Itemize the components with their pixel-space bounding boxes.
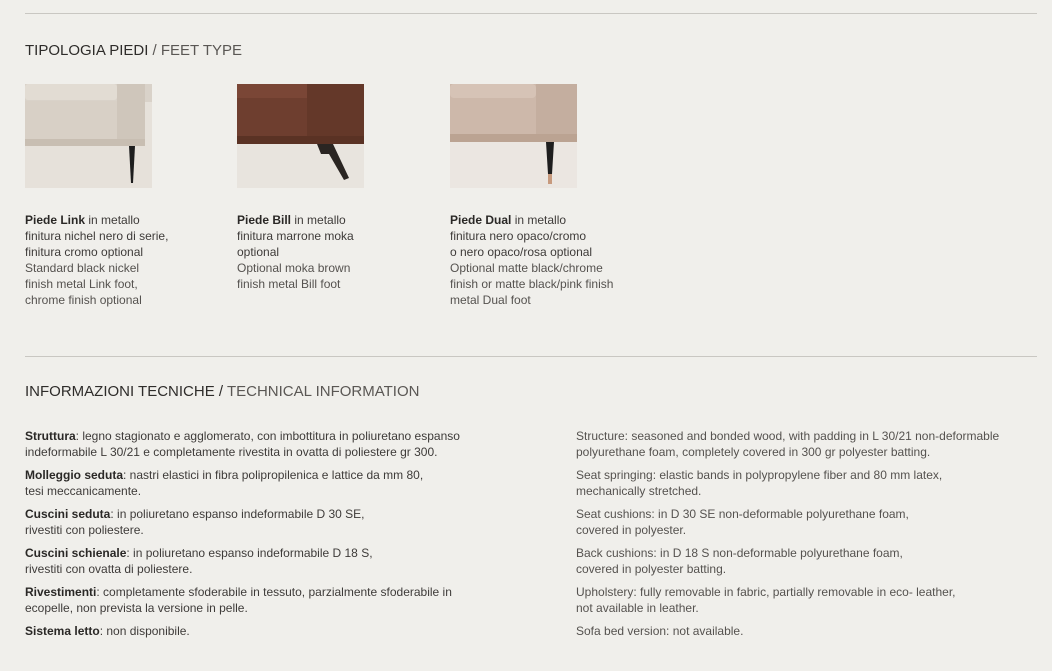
tech-text: covered in polyester. [576,523,687,537]
tech-text: Seat springing: elastic bands in polypropylene fiber and 80 mm latex, [576,468,943,482]
foot-dual-en-line: Optional matte black/chrome [450,261,603,275]
tech-text: rivestiti con poliestere. [25,523,144,537]
feet-title-it: TIPOLOGIA PIEDI [25,42,149,59]
foot-dual-name: Piede Dual [450,213,512,227]
foot-dual-en-line: finish or matte black/pink finish [450,277,614,291]
tech-text: Upholstery: fully removable in fabric, partially removable in eco- leather, [576,585,956,599]
tech-text: Back cushions: in D 18 S non-deformable polyurethane foam, [576,546,903,560]
tech-item-structure-en [576,428,1046,460]
tech-item-springing-en [576,467,1046,499]
foot-link-it-first: in metallo [85,213,140,227]
foot-link-caption [25,212,205,308]
foot-link-en-line: finish metal Link foot, [25,277,138,291]
sofa-dual-image [450,84,577,188]
tech-text: Seat cushions: in D 30 SE non-deformable polyurethane foam, [576,507,909,521]
sofa-link-image [25,84,152,188]
tech-label: Struttura [25,429,76,443]
foot-link-en-line: Standard black nickel [25,261,140,275]
tech-section-title [25,383,419,400]
foot-link-it-line: finitura nichel nero di serie, [25,229,169,243]
tech-text: polyurethane foam, completely covered in 300 gr polyester batting. [576,445,931,459]
tech-item-upholstery-en [576,584,1046,616]
foot-dual-it-line: o nero opaco/rosa optional [450,245,593,259]
foot-dual-en-line: metal Dual foot [450,293,531,307]
sofa-bill-image [237,84,364,188]
tech-item-upholstery-it [25,584,525,616]
feet-section-title [25,42,242,59]
tech-label: Molleggio seduta [25,468,124,482]
foot-card-dual [450,84,630,308]
foot-bill-name: Piede Bill [237,213,292,227]
foot-dual-caption [450,212,630,308]
foot-link-photo [25,84,152,188]
tech-text: : legno stagionato e agglomerato, con imbottitura in poliuretano espanso [75,429,460,443]
tech-label: Cuscini seduta [25,507,111,521]
foot-link-it-line: finitura cromo optional [25,245,144,259]
foot-bill-en-line: finish metal Bill foot [237,277,341,291]
top-divider [25,13,1037,14]
tech-label: Sistema letto [25,624,100,638]
foot-link-name: Piede Link [25,213,86,227]
tech-item-seat-cushions-en [576,506,1046,538]
foot-bill-photo [237,84,364,188]
tech-text: indeformabile L 30/21 e completamente rivestita in ovatta di poliestere gr 300. [25,445,438,459]
tech-text: : completamente sfoderabile in tessuto, parzialmente sfoderabile in [96,585,452,599]
tech-text: mechanically stretched. [576,484,702,498]
foot-bill-it-line: finitura marrone moka [237,229,354,243]
foot-dual-it-line: finitura nero opaco/cromo [450,229,587,243]
foot-bill-caption [237,212,417,292]
tech-item-structure-it [25,428,525,460]
tech-text: : in poliuretano espanso indeformabile D 18 S, [126,546,373,560]
foot-bill-it-first: in metallo [291,213,346,227]
middle-divider [25,356,1037,357]
tech-item-back-cushions-en [576,545,1046,577]
tech-info-english [576,428,1046,646]
foot-link-en-line: chrome finish optional [25,293,142,307]
tech-item-back-cushions-it [25,545,525,577]
foot-dual-photo [450,84,577,188]
tech-item-sofa-bed-en [576,623,1046,639]
tech-title-en: TECHNICAL INFORMATION [226,383,420,400]
tech-item-seat-cushions-it [25,506,525,538]
tech-text: : non disponibile. [99,624,190,638]
tech-item-sofa-bed-it [25,623,525,639]
foot-card-link [25,84,205,308]
tech-item-springing-it [25,467,525,499]
tech-text: Sofa bed version: not available. [576,624,744,638]
tech-text: ecopelle, non prevista la versione in pelle. [25,601,248,615]
foot-bill-it-line: optional [237,245,280,259]
tech-text: : in poliuretano espanso indeformabile D 30 SE, [110,507,365,521]
tech-title-it: INFORMAZIONI TECNICHE / [25,383,224,400]
tech-text: covered in polyester batting. [576,562,727,576]
tech-label: Rivestimenti [25,585,97,599]
tech-label: Cuscini schienale [25,546,127,560]
tech-text: not available in leather. [576,601,699,615]
foot-bill-en-line: Optional moka brown [237,261,351,275]
feet-title-en: / FEET TYPE [152,42,243,59]
foot-card-bill [237,84,417,292]
foot-dual-it-first: in metallo [511,213,567,227]
tech-text: Structure: seasoned and bonded wood, with padding in L 30/21 non-deformable [576,429,1000,443]
tech-text: tesi meccanicamente. [25,484,142,498]
tech-text: : nastri elastici in fibra polipropilenica e lattice da mm 80, [123,468,424,482]
tech-text: rivestiti con ovatta di poliestere. [25,562,193,576]
tech-info-italian [25,428,525,646]
